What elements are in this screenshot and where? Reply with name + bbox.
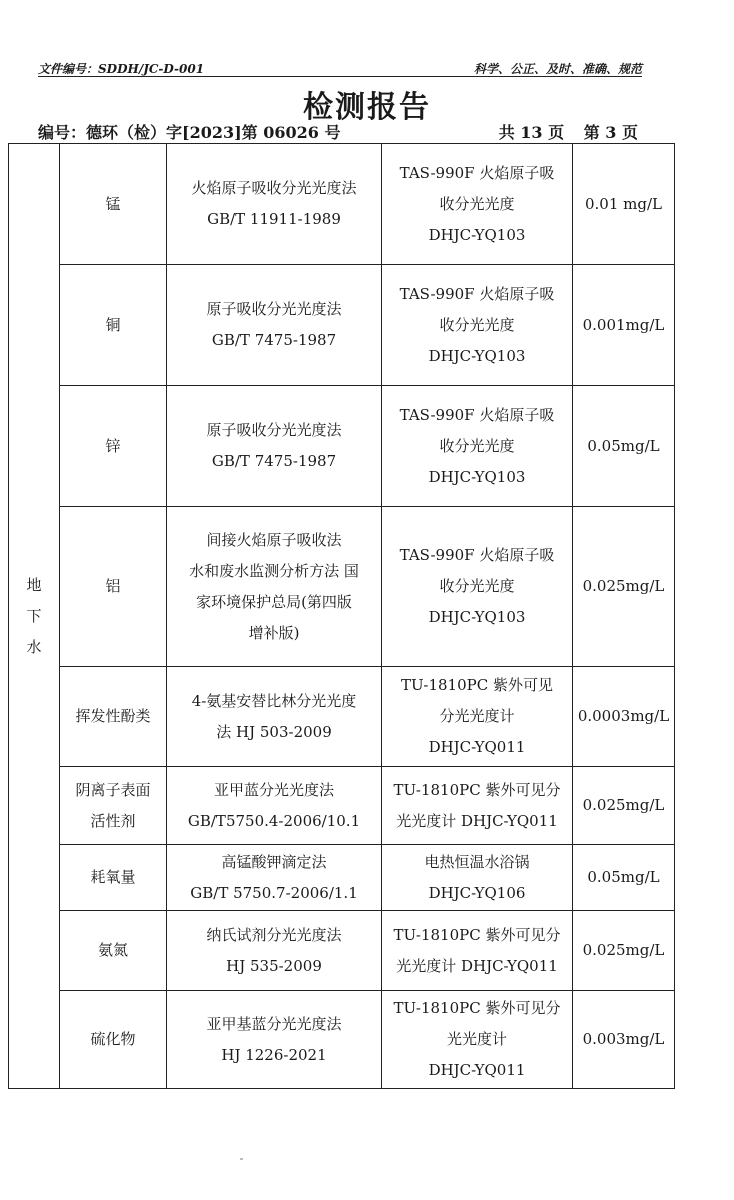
item-line: 硫化物 [90, 1030, 136, 1048]
instrument-line: 电热恒温水浴锅 [424, 852, 530, 871]
item-cell [60, 386, 167, 507]
file-number: 文件编号：SDDH/JC-D-001 [38, 62, 205, 76]
detection-limit: 0.025mg/L [582, 796, 665, 814]
item-cell [60, 667, 167, 767]
instrument-line: 收分光光度 [439, 315, 515, 334]
method-line: GB/T5750.4-2006/10.1 [187, 811, 361, 830]
instrument-line: TU-1810PC 紫外可见 [401, 676, 553, 694]
table-row [9, 991, 675, 1089]
detection-limit: 0.01 mg/L [584, 194, 662, 213]
document-header-strip [38, 60, 642, 77]
instrument-cell [382, 845, 573, 911]
page-title: 检测报告 [303, 90, 431, 125]
method-line: 4-氨基安替比林分光光度 [191, 691, 357, 710]
method-cell [167, 845, 382, 911]
item-cell [60, 845, 167, 911]
method-line: GB/T 11911-1989 [207, 210, 341, 228]
instrument-line: DHJC-YQ011 [428, 738, 526, 756]
method-cell [167, 144, 382, 265]
instrument-line: 收分光光度 [439, 577, 515, 595]
method-line: 高锰酸钾滴定法 [221, 852, 327, 871]
method-line: 原子吸收分光光度法 [206, 421, 342, 439]
instrument-line: DHJC-YQ103 [428, 346, 526, 365]
method-cell [167, 767, 382, 845]
instrument-line: DHJC-YQ011 [428, 1061, 526, 1079]
method-line: 纳氏试剂分光光度法 [206, 925, 342, 944]
method-cell [167, 667, 382, 767]
instrument-cell [382, 991, 573, 1089]
instrument-line: DHJC-YQ103 [428, 608, 526, 626]
motto: 科学、公正、及时、准确、规范 [473, 62, 642, 76]
method-line: 亚甲蓝分光光度法 [213, 780, 334, 799]
item-cell [60, 911, 167, 991]
detection-limit: 0.003mg/L [582, 1030, 665, 1048]
detection-limit-cell [573, 991, 675, 1089]
detection-limit: 0.025mg/L [582, 941, 665, 959]
item-line: 耗氧量 [90, 868, 136, 886]
detection-limit: 0.025mg/L [582, 577, 665, 595]
instrument-line: 光光度计 DHJC-YQ011 [396, 956, 558, 975]
detection-limit-cell [573, 667, 675, 767]
item-cell [60, 767, 167, 845]
method-line: 原子吸收分光光度法 [206, 300, 342, 318]
table-row [9, 144, 675, 265]
method-line: GB/T 7475-1987 [211, 331, 337, 349]
detection-limit-cell [573, 845, 675, 911]
table-row [9, 845, 675, 911]
item-line: 阴离子表面 [75, 780, 151, 799]
table-row [9, 507, 675, 667]
instrument-line: DHJC-YQ103 [428, 467, 526, 486]
instrument-cell [382, 911, 573, 991]
method-line: 法 HJ 503-2009 [216, 722, 332, 741]
instrument-cell [382, 386, 573, 507]
instrument-cell [382, 667, 573, 767]
page-number: 第 3 页 [583, 123, 638, 142]
instrument-line: TAS-990F 火焰原子吸 [399, 546, 555, 564]
detection-limit: 0.05mg/L [587, 436, 660, 455]
instrument-line: 收分光光度 [439, 436, 515, 455]
header-rule [38, 76, 642, 77]
detection-limit-cell [573, 911, 675, 991]
method-line: HJ 1226-2021 [221, 1045, 327, 1064]
scan-speck [240, 1158, 243, 1160]
method-line: 家环境保护总局(第四版 [196, 592, 352, 611]
method-cell [167, 911, 382, 991]
category-char: 地 [26, 575, 42, 594]
table-row [9, 265, 675, 386]
method-line: HJ 535-2009 [226, 956, 322, 975]
method-line: 水和废水监测分析方法 国 [189, 561, 359, 580]
detection-limit-cell [573, 507, 675, 667]
category-cell [9, 144, 60, 1089]
instrument-line: TAS-990F 火焰原子吸 [399, 405, 555, 424]
method-line: 火焰原子吸收分光光度法 [191, 179, 357, 197]
method-line: 增补版) [248, 623, 300, 642]
instrument-cell [382, 507, 573, 667]
item-line: 氨氮 [97, 941, 128, 959]
table-row [9, 911, 675, 991]
instrument-line: TU-1810PC 紫外可见分 [393, 999, 561, 1017]
detection-limit-cell [573, 767, 675, 845]
item-line: 挥发性酚类 [75, 707, 151, 725]
test-method-table [8, 143, 675, 1089]
detection-limit: 0.001mg/L [582, 315, 665, 334]
instrument-line: TAS-990F 火焰原子吸 [399, 163, 555, 182]
method-line: GB/T 7475-1987 [211, 452, 337, 470]
item-cell [60, 991, 167, 1089]
table-row [9, 767, 675, 845]
item-cell [60, 507, 167, 667]
detection-limit: 0.0003mg/L [577, 707, 670, 725]
item-cell [60, 144, 167, 265]
item-cell [60, 265, 167, 386]
table-row [9, 386, 675, 507]
instrument-line: TU-1810PC 紫外可见分 [393, 925, 561, 944]
instrument-line: TAS-990F 火焰原子吸 [399, 284, 555, 303]
instrument-line: 光光度计 [446, 1030, 507, 1048]
method-cell [167, 265, 382, 386]
method-cell [167, 991, 382, 1089]
item-line: 活性剂 [90, 811, 136, 830]
instrument-line: 分光光度计 [439, 707, 515, 725]
detection-limit-cell [573, 386, 675, 507]
instrument-cell [382, 144, 573, 265]
instrument-line: TU-1810PC 紫外可见分 [393, 780, 561, 799]
detection-limit-cell [573, 144, 675, 265]
total-pages: 共 13 页 [498, 123, 565, 142]
instrument-line: 光光度计 DHJC-YQ011 [396, 811, 558, 830]
method-cell [167, 507, 382, 667]
category-char: 水 [26, 637, 42, 656]
instrument-cell [382, 265, 573, 386]
detection-limit-cell [573, 265, 675, 386]
report-meta [38, 120, 638, 143]
item-line: 锌 [105, 436, 121, 455]
method-line: 亚甲基蓝分光光度法 [206, 1014, 342, 1033]
method-line: 间接火焰原子吸收法 [206, 530, 342, 549]
detection-limit: 0.05mg/L [587, 868, 660, 886]
method-cell [167, 386, 382, 507]
instrument-line: DHJC-YQ103 [428, 225, 526, 244]
table-row [9, 667, 675, 767]
method-line: GB/T 5750.7-2006/1.1 [190, 883, 358, 902]
item-line: 铝 [105, 577, 121, 595]
item-line: 锰 [105, 194, 121, 213]
item-line: 铜 [105, 315, 121, 334]
report-number: 编号：德环（检）字[2023]第 06026 号 [38, 123, 341, 142]
category-char: 下 [26, 606, 42, 625]
page-info [485, 120, 638, 143]
instrument-cell [382, 767, 573, 845]
instrument-line: DHJC-YQ106 [428, 883, 526, 902]
instrument-line: 收分光光度 [439, 194, 515, 213]
